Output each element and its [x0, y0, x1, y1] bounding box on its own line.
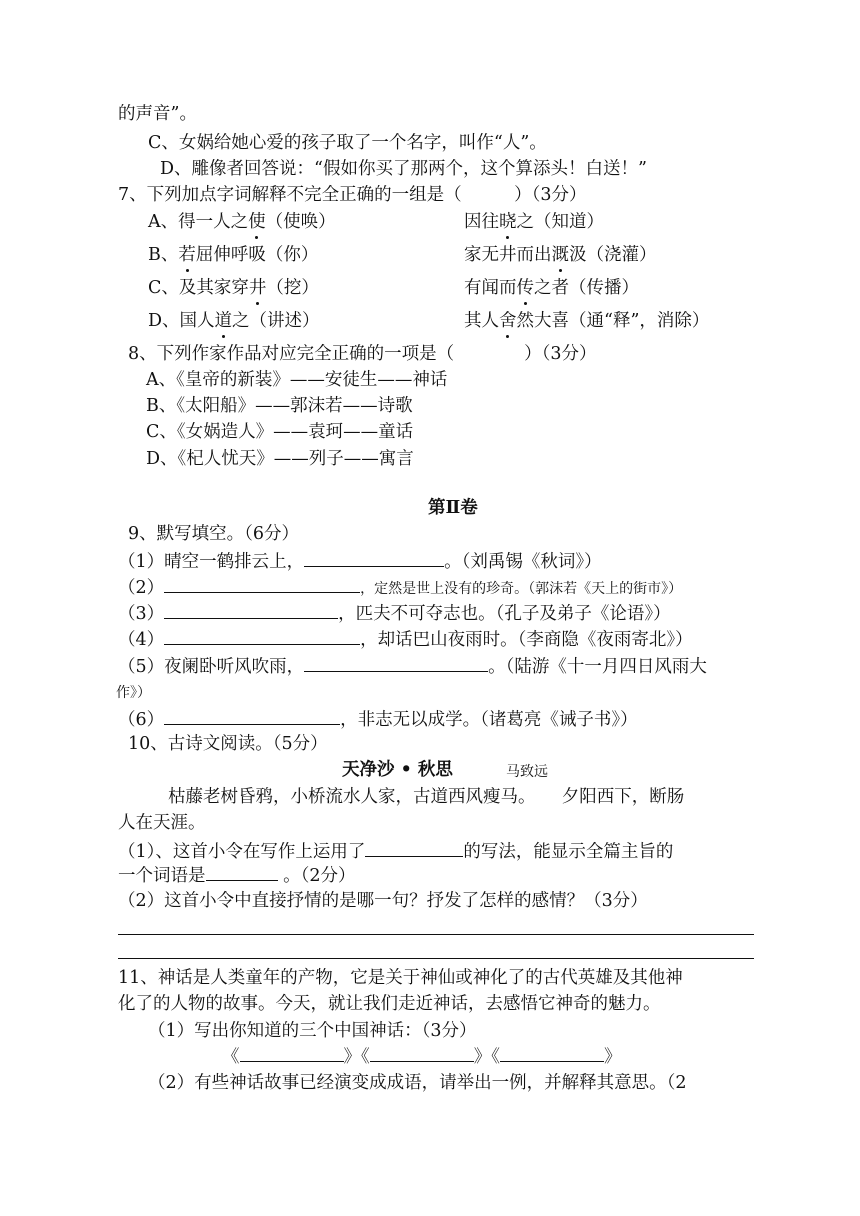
q7-option-a-right: 因往晓之（知道）	[464, 212, 604, 232]
q9-line-3: （3） ，匹夫不可夺志也。（孔子及弟子《论语》）	[118, 600, 671, 626]
answer-blank[interactable]	[164, 626, 360, 645]
answer-blank[interactable]	[206, 862, 278, 881]
emphasis-dot-char: 若	[178, 245, 196, 265]
answer-blank[interactable]	[365, 838, 463, 857]
q10-sub-1-cont: 一个词语是 。（2分）	[118, 862, 355, 888]
q10-stem: 10、古诗文阅读。（5分）	[128, 734, 328, 754]
q9-stem: 9、默写填空。（6分）	[128, 524, 300, 544]
q7-stem: 7、下列加点字词解释不完全正确的一组是（ ）（3分）	[118, 185, 587, 205]
q6-continuation: 的声音”。	[118, 104, 197, 124]
q11-intro-1: 11、神话是人类童年的产物，它是关于神仙或神化了的古代英雄及其他神	[118, 968, 683, 988]
q11-intro-2: 化了的人物的故事。今天，就让我们走近神话，去感悟它神奇的魅力。	[118, 994, 661, 1014]
answer-blank[interactable]	[164, 706, 340, 725]
q9-line-1: （1）晴空一鹤排云上， 。（刘禹锡《秋词》）	[118, 548, 602, 574]
q9-line-6: （6） ，非志无以成学。（诸葛亮《诫子书》）	[118, 706, 638, 732]
answer-blank[interactable]	[304, 653, 488, 672]
answer-line[interactable]	[118, 934, 754, 935]
q6-option-d: D、雕像者回答说：“假如你买了那两个，这个算添头！白送！”	[160, 159, 647, 179]
q9-line-2: （2） ，定然是世上没有的珍奇。（郭沫若《天上的街市》）	[118, 574, 682, 601]
q7-option-d-right: 其人舍然大喜（通“释”，消除）	[464, 311, 710, 331]
q7-option-d-left: D、国人道之（讲述）	[148, 311, 320, 331]
q8-option-d: D、《杞人忧天》——列子——寓言	[146, 449, 414, 469]
emphasis-dot-char: 使	[248, 212, 266, 232]
poem-line-1: 枯藤老树昏鸦，小桥流水人家，古道西风瘦马。 夕阳西下，断肠	[168, 787, 685, 807]
q9-line-4: （4） ，却话巴山夜雨时。（李商隐《夜雨寄北》）	[118, 626, 693, 652]
q10-sub-2: （2）这首小令中直接抒情的是哪一句？抒发了怎样的感情？（3分）	[118, 891, 648, 911]
q8-option-a: A、《皇帝的新装》——安徒生——神话	[146, 370, 448, 390]
answer-blank[interactable]	[370, 1043, 474, 1062]
emphasis-dot-char: 道	[214, 311, 233, 331]
section-title: 第Ⅱ卷	[428, 498, 478, 518]
emphasis-dot-char: 晓	[499, 212, 517, 232]
q7-option-b-left: B、若屈伸呼吸（你）	[148, 245, 319, 265]
q11-sub-1: （1）写出你知道的三个中国神话：（3分）	[148, 1021, 477, 1041]
q7-option-a-left: A、得一人之使（使唤）	[148, 212, 336, 232]
answer-blank[interactable]	[240, 1043, 344, 1062]
emphasis-dot-char: 井	[248, 278, 267, 298]
poem-author: 马致远	[506, 764, 548, 780]
emphasis-dot-char: 溉	[551, 245, 569, 265]
q7-option-b-right: 家无井而出溉汲（浇灌）	[464, 245, 657, 265]
answer-line[interactable]	[118, 958, 754, 959]
emphasis-dot-char: 传	[516, 278, 534, 298]
poem-title: 天净沙 • 秋思	[342, 760, 453, 780]
q10-sub-1: （1）、这首小令在写作上运用了 的写法，能显示全篇主旨的	[118, 838, 673, 864]
q11-sub-2: （2）有些神话故事已经演变成成语，请举出一例，并解释其意思。（2	[148, 1073, 687, 1093]
answer-blank[interactable]	[164, 600, 338, 619]
myth-blanks-row: 《 》《 》《 》	[222, 1043, 622, 1069]
q8-option-c: C、《女娲造人》——袁珂——童话	[146, 422, 414, 442]
q7-option-c-left: C、及其家穿井（挖）	[148, 278, 319, 298]
poem-line-2: 人在天涯。	[118, 813, 206, 833]
q9-line-5: （5）夜阑卧听风吹雨， 。（陆游《十一月四日风雨大	[118, 653, 707, 679]
q8-option-b: B、《太阳船》——郭沫若——诗歌	[146, 396, 413, 416]
answer-blank[interactable]	[304, 548, 444, 567]
answer-blank[interactable]	[164, 574, 360, 593]
answer-blank[interactable]	[500, 1043, 604, 1062]
q8-stem: 8、下列作家作品对应完全正确的一项是（ ）（3分）	[128, 344, 597, 364]
q6-option-c: C、女娲给她心爱的孩子取了一个名字，叫作“人”。	[148, 133, 547, 153]
emphasis-dot-char: 舍	[499, 311, 517, 331]
q7-option-c-right: 有闻而传之者（传播）	[464, 278, 639, 298]
q9-line-5-cont: 作》）	[116, 685, 151, 701]
